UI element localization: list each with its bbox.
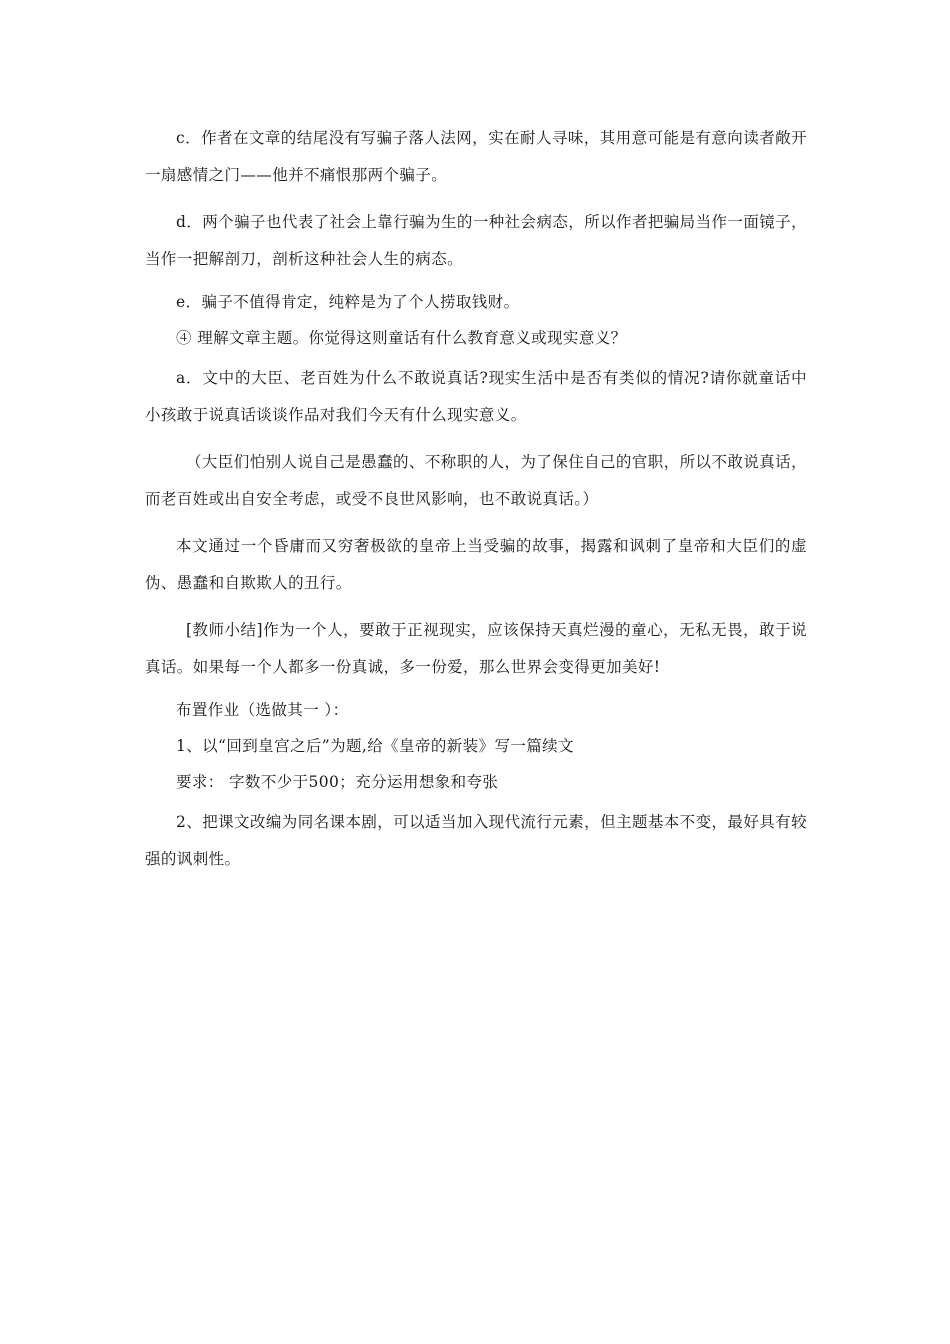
paragraph-option-d: d．两个骗子也代表了社会上靠行骗为生的一种社会病态，所以作者把骗局当作一面镜子，当作一把解剖刀，剖析这种社会人生的病态。 <box>145 213 807 268</box>
paragraph-homework-2: 2、把课文改编为同名课本剧，可以适当加入现代流行元素，但主题基本不变，最好具有较强的讽刺性。 <box>145 813 807 868</box>
document-body <box>145 120 807 888</box>
paragraph-homework-1: 1、以“回到皇宫之后”为题,给《皇帝的新装》写一篇续文 <box>176 737 574 755</box>
paragraph-teacher-summary: [教师小结]作为一个人，要敢于正视现实，应该保持天真烂漫的童心，无私无畏，敢于说真话。如果每一个人都多一份真诚，多一份爱，那么世界会变得更加美好! <box>145 621 807 676</box>
paragraph-theme-question: ④ 理解文章主题。你觉得这则童话有什么教育意义或现实意义？ <box>176 329 627 347</box>
paragraph-homework-title: 布置作业（选做其一 ）： <box>176 701 349 719</box>
paragraph-option-c: c．作者在文章的结尾没有写骗子落人法网，实在耐人寻味，其用意可能是有意向读者敞开一扇感情之门——他并不痛恨那两个骗子。 <box>145 129 807 184</box>
paragraph-option-e: e．骗子不值得肯定，纯粹是为了个人捞取钱财。 <box>176 293 520 311</box>
paragraph-summary: 本文通过一个昏庸而又穷奢极欲的皇帝上当受骗的故事，揭露和讽刺了皇帝和大臣们的虚伪、愚蠢和自欺欺人的丑行。 <box>145 537 807 592</box>
paragraph-answer: （大臣们怕别人说自己是愚蠢的、不称职的人，为了保住自己的官职，所以不敢说真话，而老百姓或出自安全考虑，或受不良世风影响，也不敢说真话。） <box>145 453 807 508</box>
paragraph-option-a: a．文中的大臣、老百姓为什么不敢说真话?现实生活中是否有类似的情况?请你就童话中小孩敢于说真话谈谈作品对我们今天有什么现实意义。 <box>145 369 807 424</box>
paragraph-homework-requirements: 要求： 字数不少于500；充分运用想象和夸张 <box>176 773 499 791</box>
